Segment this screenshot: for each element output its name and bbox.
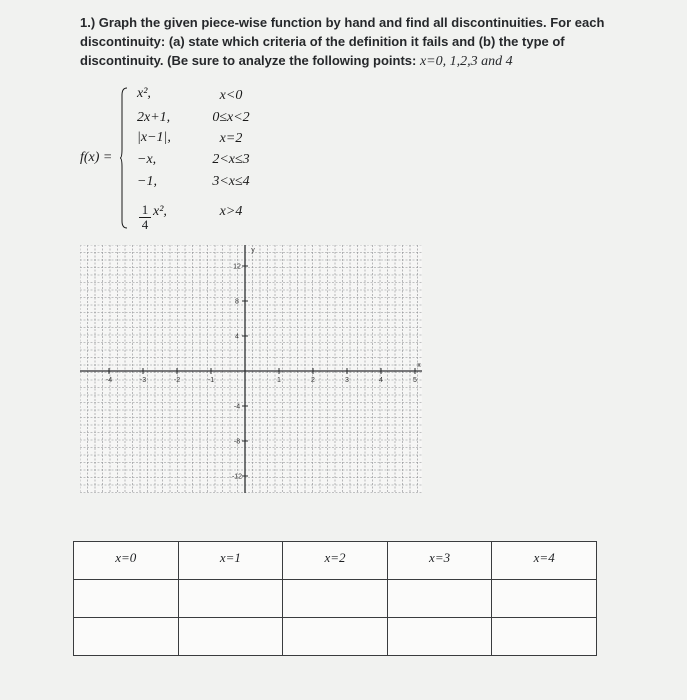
- y-tick-label: -12: [231, 473, 243, 481]
- x-tick-label: 4: [379, 377, 383, 384]
- x-tick-label: 3: [345, 377, 349, 384]
- answer-cell[interactable]: [492, 580, 597, 618]
- piece-6-expr: x²,: [153, 204, 167, 219]
- fraction-numerator: 1: [139, 203, 151, 218]
- piece-5-cond: 3<x≤4: [212, 174, 250, 189]
- y-axis-label: y: [251, 247, 255, 254]
- x-tick-label: -4: [105, 377, 113, 384]
- answer-cell[interactable]: [178, 580, 283, 618]
- left-brace: [120, 87, 128, 229]
- answer-cell[interactable]: [387, 580, 492, 618]
- piece-3-expr: |x−1|,: [137, 130, 171, 145]
- table-row: [74, 618, 597, 656]
- table-row: [74, 580, 597, 618]
- answer-cell[interactable]: [283, 618, 388, 656]
- answer-cell[interactable]: [492, 618, 597, 656]
- header-cell: x=3: [387, 542, 492, 580]
- answer-cell[interactable]: [178, 618, 283, 656]
- analysis-points: x=0, 1,2,3 and 4: [419, 54, 513, 69]
- function-name: f(x) =: [80, 150, 113, 165]
- y-tick-label: 8: [235, 298, 239, 306]
- header-cell: x=2: [283, 542, 388, 580]
- y-tick-label: -8: [233, 438, 241, 446]
- piece-6-cond: x>4: [219, 204, 243, 219]
- answer-cell[interactable]: [387, 618, 492, 656]
- x-tick-label: -2: [173, 377, 181, 384]
- x-tick-label: -3: [139, 377, 147, 384]
- header-cell: x=1: [178, 542, 283, 580]
- answer-cell[interactable]: [74, 618, 179, 656]
- header-cell: x=4: [492, 542, 597, 580]
- header-cell: x=0: [74, 542, 179, 580]
- answer-cell[interactable]: [283, 580, 388, 618]
- piece-3-cond: x=2: [219, 131, 243, 146]
- x-axis-label: x: [417, 362, 421, 369]
- piece-2-expr: 2x+1,: [137, 110, 171, 125]
- table-header-row: [74, 542, 597, 580]
- piece-6-fraction: [139, 203, 151, 231]
- x-tick-label: 2: [311, 377, 315, 384]
- x-tick-label: 5: [413, 377, 417, 384]
- y-tick-label: -4: [233, 403, 241, 411]
- x-tick-label: -1: [207, 377, 215, 384]
- answer-table: [73, 541, 597, 656]
- problem-statement: [80, 13, 640, 71]
- coordinate-grid[interactable]: [80, 245, 422, 493]
- piece-2-cond: 0≤x<2: [212, 110, 250, 125]
- problem-text: 1.) Graph the given piece-wise function by hand and find all discontinuities. For each discontinuity: (a) state which criteria of the definition it fails and (b) the type of discontinuity. (Be sure to analyze the following points:: [80, 15, 605, 68]
- y-tick-label: 4: [235, 333, 239, 341]
- piece-5-expr: −1,: [137, 174, 157, 189]
- piece-4-cond: 2<x≤3: [212, 152, 250, 167]
- piece-4-expr: −x,: [137, 152, 157, 167]
- x-tick-label: 1: [277, 377, 281, 384]
- fraction-denominator: 4: [141, 217, 149, 232]
- piece-1-expr: x²,: [137, 86, 151, 101]
- piece-1-cond: x<0: [219, 88, 243, 103]
- answer-cell[interactable]: [74, 580, 179, 618]
- y-tick-label: 12: [233, 263, 241, 271]
